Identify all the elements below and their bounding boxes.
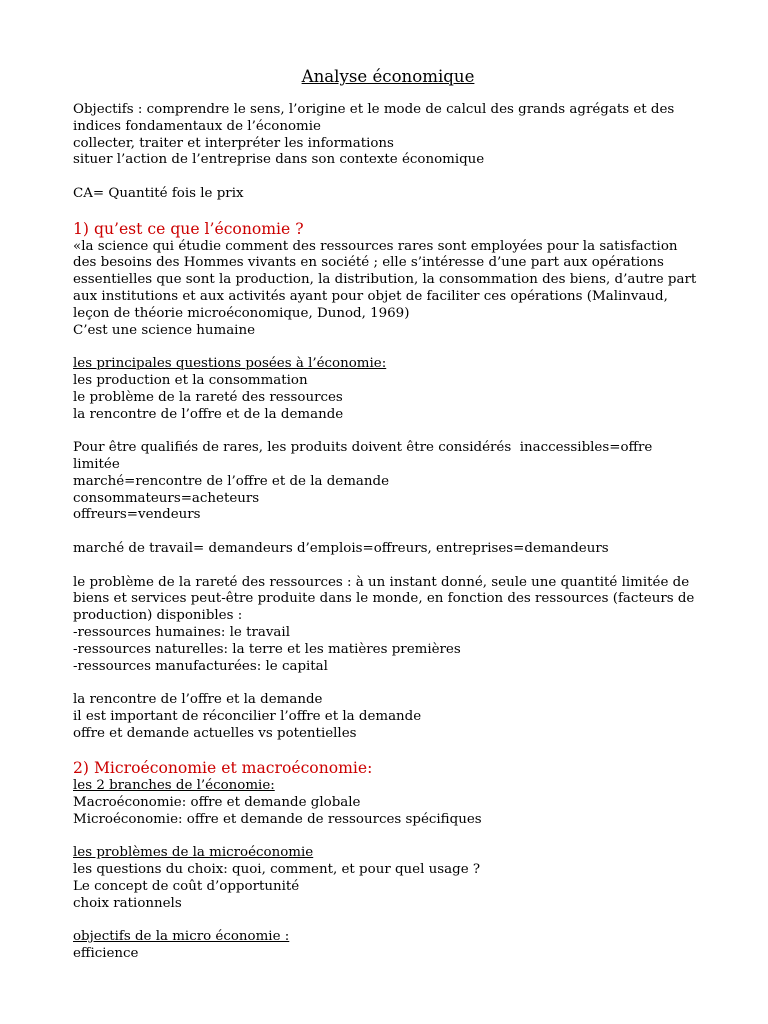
problems-subheading: les problèmes de la microéconomie	[73, 845, 314, 861]
spacer	[73, 169, 703, 186]
list-item: la rencontre de l’offre et la demande	[73, 692, 323, 708]
list-item: choix rationnels	[73, 895, 182, 911]
definition-quote: «la science qui étudie comment des ressources rares sont employées pour la satisfaction des besoins des Hommes vivants en société ; elle s’intéresse d’une part aux opérations essentielles que sont la production, la distribution, la consommation des biens, d’autre part aux institutions et aux activités ayant pour objet de faciliter ces opérations (Malinvaud, leçon de théorie microéconomique, Dunod, 1969)	[73, 238, 697, 321]
branches-subheading: les 2 branches de l’économie:	[73, 778, 275, 794]
section-heading-economy: 1) qu’est ce que l’économie ?	[73, 219, 304, 238]
list-item: -ressources naturelles: la terre et les matières premières	[73, 641, 461, 657]
spacer	[73, 675, 703, 692]
document-title: Analyse économique	[301, 67, 475, 86]
list-item: marché=rencontre de l’offre et de la demande	[73, 473, 390, 489]
list-item: Macroéconomie: offre et demande globale	[73, 795, 361, 811]
rare-paragraph: Pour être qualifiés de rares, les produits doivent être considérés inaccessibles=offre limitée	[73, 440, 657, 472]
spacer	[73, 913, 703, 930]
list-item: offre et demande actuelles vs potentielles	[73, 725, 357, 741]
list-item: consommateurs=acheteurs	[73, 490, 260, 506]
list-item: les questions du choix: quoi, comment, et pour quel usage ?	[73, 862, 481, 878]
spacer	[73, 339, 703, 356]
list-item: -ressources humaines: le travail	[73, 624, 290, 640]
list-item: la rencontre de l’offre et de la demande	[73, 406, 344, 422]
list-item: -ressources manufacturées: le capital	[73, 658, 328, 674]
objectives-paragraph: Objectifs : comprendre le sens, l’origine et le mode de calcul des grands agrégats et des indices fondamentaux de l’économie	[73, 102, 675, 134]
objectives-subheading: objectifs de la micro économie :	[73, 929, 290, 945]
spacer	[73, 524, 703, 541]
intro-line: collecter, traiter et interpréter les informations	[73, 135, 394, 151]
list-item: efficience	[73, 946, 139, 962]
spacer	[73, 558, 703, 575]
human-science-line: C’est une science humaine	[73, 322, 256, 338]
spacer	[73, 203, 703, 220]
document-page	[73, 66, 703, 963]
list-item: Microéconomie: offre et demande de ressources spécifiques	[73, 811, 482, 827]
list-item: le problème de la rareté des ressources	[73, 389, 343, 405]
intro-line: situer l’action de l’entreprise dans son contexte économique	[73, 152, 485, 168]
labor-market-line: marché de travail= demandeurs d’emplois=offreurs, entreprises=demandeurs	[73, 540, 609, 556]
section-heading-micro-macro: 2) Microéconomie et macroéconomie:	[73, 759, 373, 778]
spacer	[73, 829, 703, 846]
spacer	[73, 742, 703, 759]
list-item: offreurs=vendeurs	[73, 507, 201, 523]
spacer	[73, 423, 703, 440]
scarcity-paragraph: le problème de la rareté des ressources : à un instant donné, seule une quantité limitée de biens et services peut-être produite dans le monde, en fonction des ressources (facteurs de production) disponibles :	[73, 574, 695, 624]
questions-subheading: les principales questions posées à l’économie:	[73, 356, 387, 372]
ca-formula: CA= Quantité fois le prix	[73, 185, 244, 201]
list-item: les production et la consommation	[73, 372, 308, 388]
list-item: Le concept de coût d’opportunité	[73, 879, 300, 895]
list-item: il est important de réconcilier l’offre et la demande	[73, 708, 422, 724]
